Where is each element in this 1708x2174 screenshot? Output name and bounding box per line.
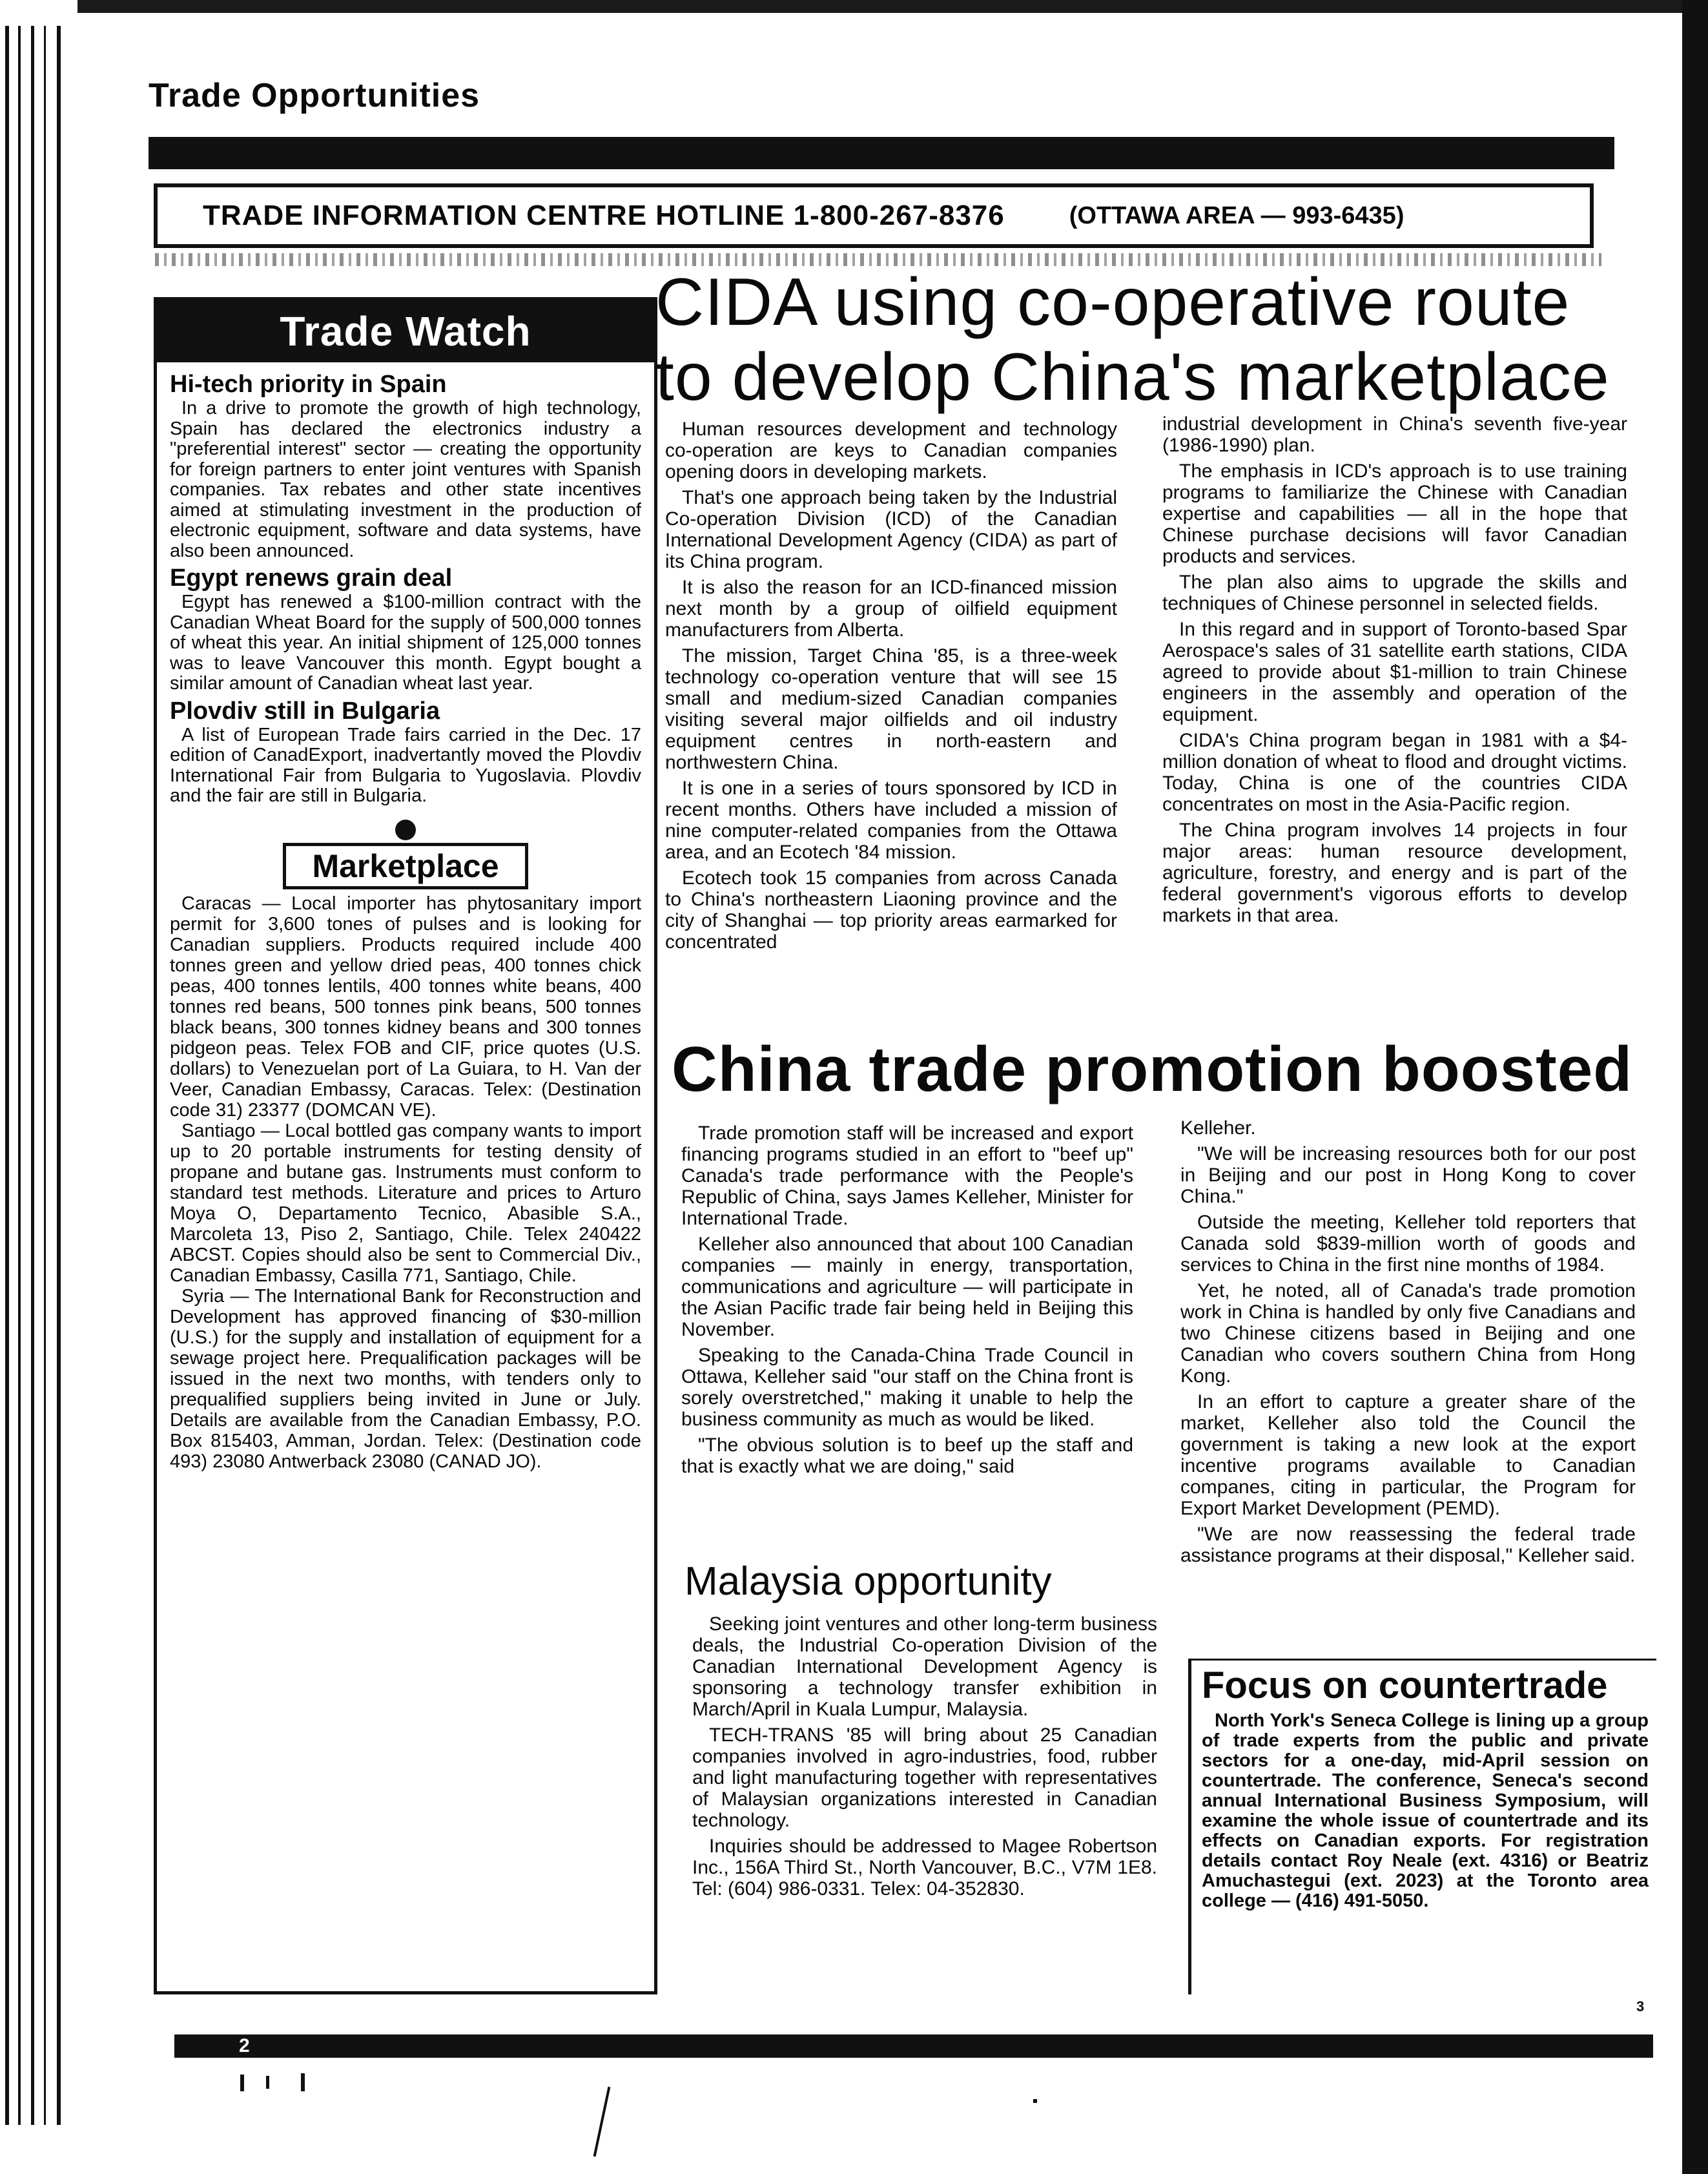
article-china-trade-column-1 bbox=[681, 1123, 1133, 1482]
print-grain-rule bbox=[155, 253, 1601, 266]
article-paragraph: It is one in a series of tours sponsored by ICD in recent months. Others have included a mission of nine computer-related companies from the Ottawa area, and an Ecotech '84 mission. bbox=[665, 778, 1117, 863]
marketplace-listing: Caracas — Local importer has phytosanitary import permit for 3,600 tones of pulses and is looking for Canadian suppliers. Products required include 400 tonnes green and yellow dried peas, 400 tonnes chick peas, 400 tonnes lentils, 400 tonnes white beans, 400 tonnes red beans, 500 tonnes pink beans, 500 tonnes black beans, 300 tonnes kidney beans and 300 tonnes pidgeon peas. Telex FOB and CIF, price quotes (U.S. dollars) to Venezuelan port of La Guiara, to H. Van der Veer, Canadian Embassy, Caracas. Telex: (Destination code 31) 23377 (DOMCAN VE). bbox=[170, 893, 641, 1121]
article-paragraph: "We will be increasing resources both for our post in Beijing and our post in Hong Kong to cover China." bbox=[1180, 1143, 1636, 1207]
page-edge-line bbox=[31, 26, 34, 2125]
hotline-number: TRADE INFORMATION CENTRE HOTLINE 1-800-267-8376 bbox=[203, 200, 1005, 231]
page-edge-line bbox=[18, 26, 21, 2125]
article-headline-cida: CIDA using co-operative route to develop China's marketplace bbox=[655, 265, 1610, 415]
marketplace-section bbox=[170, 820, 641, 1472]
article-paragraph: "We are now reassessing the federal trade assistance programs at their disposal," Kelleher said. bbox=[1180, 1524, 1636, 1566]
article-headline-china-trade: China trade promotion boosted bbox=[672, 1033, 1633, 1104]
page-corner-mark: 3 bbox=[1636, 1998, 1645, 2014]
article-china-trade-column-2 bbox=[1180, 1117, 1636, 1571]
focus-headline: Focus on countertrade bbox=[1202, 1664, 1608, 1706]
scan-speck bbox=[1033, 2099, 1037, 2103]
article-paragraph: Seeking joint ventures and other long-term business deals, the Industrial Co-operation Division of the Canadian International Development Agency is sponsoring a technology transfer exhibition in March/April in Kuala Lumpur, Malaysia. bbox=[692, 1613, 1157, 1720]
marketplace-listing: Santiago — Local bottled gas company wants to import up to 20 portable instruments for testing density of propane and butane gas. Instruments must conform to standard test methods. Literature and prices to Arturo Moya O, Departamento Tecnico, Abasible S.A., Marcoleta 13, Piso 2, Santiago, Chile. Telex 240422 ABCST. Copies should also be sent to Commercial Div., Canadian Embassy, Casilla 771, Santiago, Chile. bbox=[170, 1120, 641, 1286]
article-paragraph: "The obvious solution is to beef up the staff and that is exactly what we are doing," said bbox=[681, 1434, 1133, 1477]
focus-text: North York's Seneca College is lining up a group of trade experts from the public and private sectors for a one-day, mid-April session on countertrade. The conference, Seneca's second annual International Business Symposium, will examine the whole issue of countertrade and its effects on Canadian exports. For registration details contact Roy Neale (ext. 4316) or Beatriz Amuchastegui (ext. 2023) at the Toronto area college — (416) 491-5050. bbox=[1202, 1710, 1649, 1911]
article-cida-column-2 bbox=[1162, 413, 1627, 931]
article-paragraph: Ecotech took 15 companies from across Canada to China's northeastern Liaoning province and the city of Shanghai — top priority areas earmarked for concentrated bbox=[665, 867, 1117, 953]
article-paragraph: CIDA's China program began in 1981 with a $4-million donation of wheat to flood and drought victims. Today, China is one of the countries CIDA concentrates on most in the Asia-Pacific region. bbox=[1162, 730, 1627, 815]
article-headline-malaysia: Malaysia opportunity bbox=[684, 1559, 1052, 1604]
bullet-dot-icon bbox=[395, 820, 416, 840]
scan-speck bbox=[593, 2087, 611, 2157]
page-edge-line bbox=[57, 26, 61, 2125]
header-rule bbox=[149, 137, 1614, 169]
article-paragraph: Human resources development and technology co-operation are keys to Canadian companies opening doors in developing markets. bbox=[665, 419, 1117, 482]
marketplace-listing: Syria — The International Bank for Reconstruction and Development has approved financing of $30-million (U.S.) for the supply and installation of equipment for a sewage project here. Prequalification packages will be issued in the next two months, with tenders only to prequalified suppliers being invited in June or July. Details are available from the Canadian Embassy, P.O. Box 815403, Amman, Jordan. Telex: (Destination code 493) 23080 Antwerback 23080 (CANAD JO). bbox=[170, 1285, 641, 1472]
article-paragraph: Trade promotion staff will be increased and export financing programs studied in an effort to "beef up" Canada's trade performance with the People's Republic of China, says James Kelleher, Minister for International Trade. bbox=[681, 1123, 1133, 1229]
marketplace-title: Marketplace bbox=[283, 843, 528, 889]
trade-watch-body bbox=[157, 362, 654, 1472]
article-paragraph: Yet, he noted, all of Canada's trade promotion work in China is handled by only five Canadians and two Chinese citizens based in Beijing and one Canadian who covers southern China from Hong Kong. bbox=[1180, 1280, 1636, 1387]
scan-speck bbox=[266, 2076, 269, 2089]
hotline-banner bbox=[154, 183, 1594, 248]
article-paragraph: Outside the meeting, Kelleher told reporters that Canada sold $839-million worth of goods and services to China in the first nine months of 1984. bbox=[1180, 1212, 1636, 1276]
focus-countertrade-box bbox=[1188, 1659, 1656, 1994]
page-number: 2 bbox=[239, 2035, 250, 2056]
news-heading: Plovdiv still in Bulgaria bbox=[170, 697, 440, 725]
article-paragraph: The emphasis in ICD's approach is to use training programs to familiarize the Chinese with Canadian expertise and capabilities — all in the hope that Chinese purchase decisions will favor Canadian products and services. bbox=[1162, 461, 1627, 567]
footer-rule bbox=[174, 2034, 1653, 2058]
news-heading: Egypt renews grain deal bbox=[170, 564, 453, 592]
article-paragraph: That's one approach being taken by the Industrial Co-operation Division (ICD) of the Canadian International Development Agency (CIDA) as part of its China program. bbox=[665, 487, 1117, 572]
scan-speck bbox=[301, 2073, 305, 2091]
article-paragraph: Inquiries should be addressed to Magee Robertson Inc., 156A Third St., North Vancouver, B.C., V7M 1E8. Tel: (604) 986-0331. Telex: 04-352830. bbox=[692, 1836, 1157, 1900]
news-text: Egypt has renewed a $100-million contract with the Canadian Wheat Board for the supply of 500,000 tonnes of wheat this year. An initial shipment of 125,000 tonnes was to leave Vancouver this month. Egypt bought a similar amount of Canadian wheat last year. bbox=[170, 592, 641, 694]
article-paragraph: Kelleher. bbox=[1180, 1117, 1256, 1139]
article-paragraph: industrial development in China's seventh five-year (1986-1990) plan. bbox=[1162, 413, 1627, 456]
news-text: In a drive to promote the growth of high technology, Spain has declared the electronics industry a "preferential interest" sector — creating the opportunity for foreign partners to enter joint ventures with Spanish companies. Tax rebates and other state incentives aimed at stimulating investment in the production of electronic equipment, software and data systems, have also been announced. bbox=[170, 398, 641, 561]
trade-watch-sidebar bbox=[154, 297, 657, 1994]
scan-top-border bbox=[0, 0, 1708, 13]
trade-watch-title: Trade Watch bbox=[157, 300, 654, 362]
news-text: A list of European Trade fairs carried in the Dec. 17 edition of CanadExport, inadvertantly moved the Plovdiv International Fair from Bulgaria to Yugoslavia. Plovdiv and the fair are still in Bulgaria. bbox=[170, 724, 641, 806]
page-edge-line bbox=[5, 26, 9, 2125]
article-paragraph: TECH-TRANS '85 will bring about 25 Canadian companies involved in agro-industries, food, rubber and light manufacturing together with representatives of Malaysian organizations interested in Canadian technology. bbox=[692, 1724, 1157, 1831]
article-paragraph: In this regard and in support of Toronto-based Spar Aerospace's sales of 31 satellite earth stations, CIDA agreed to provide about $1-million to train Chinese engineers in the assembly and operation of the equipment. bbox=[1162, 619, 1627, 725]
section-label: Trade Opportunities bbox=[149, 77, 480, 114]
article-paragraph: It is also the reason for an ICD-financed mission next month by a group of oilfield equipment manufacturers from Alberta. bbox=[665, 577, 1117, 641]
scan-left-margin bbox=[0, 0, 77, 2174]
article-paragraph: Kelleher also announced that about 100 Canadian companies — mainly in energy, transportation, communications and agriculture — will participate in the Asian Pacific trade fair being held in Beijing this November. bbox=[681, 1234, 1133, 1340]
hotline-ottawa-number: (OTTAWA AREA — 993-6435) bbox=[1069, 202, 1404, 229]
news-heading: Hi-tech priority in Spain bbox=[170, 371, 447, 398]
article-paragraph: Speaking to the Canada-China Trade Council in Ottawa, Kelleher said "our staff on the China front is sorely overstretched," making it unable to help the business community as much as would be liked. bbox=[681, 1345, 1133, 1430]
article-paragraph: The China program involves 14 projects in four major areas: human resource development, agriculture, forestry, and energy and is part of the federal government's vigorous efforts to develop markets in that area. bbox=[1162, 820, 1627, 926]
article-paragraph: The plan also aims to upgrade the skills and techniques of Chinese personnel in selected fields. bbox=[1162, 572, 1627, 614]
article-cida-column-1 bbox=[665, 419, 1117, 957]
scan-speck bbox=[240, 2075, 244, 2091]
article-paragraph: In an effort to capture a greater share of the market, Kelleher also told the Council the government is taking a new look at the export incentive programs available to Canadian companes, citing in particular, the Program for Export Market Development (PEMD). bbox=[1180, 1391, 1636, 1519]
article-malaysia-body bbox=[692, 1613, 1157, 1904]
scan-right-border bbox=[1682, 0, 1708, 2174]
article-paragraph: The mission, Target China '85, is a three-week technology co-operation venture that will see 15 small and medium-sized Canadian companies visiting several major oilfields and oil industry equipment centres in north-eastern and northwestern China. bbox=[665, 645, 1117, 773]
page-edge-line bbox=[44, 26, 46, 2125]
